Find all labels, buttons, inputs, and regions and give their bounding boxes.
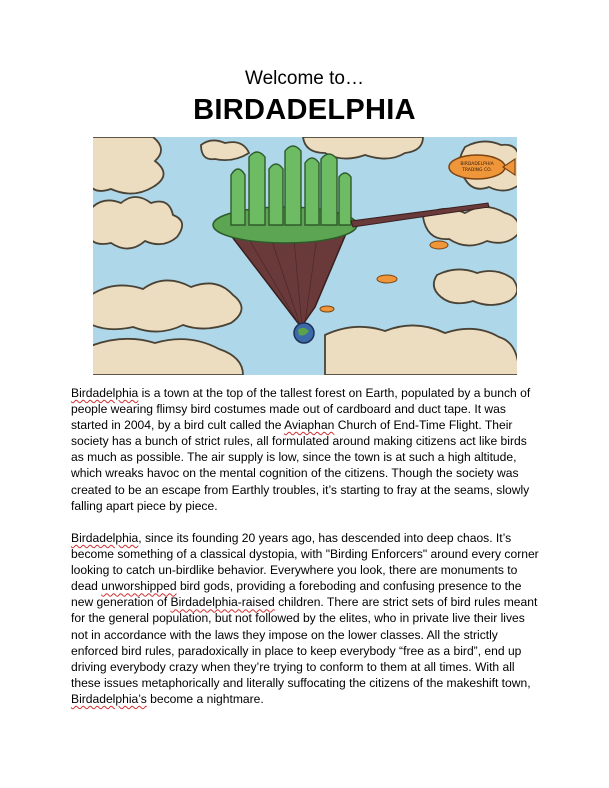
misspelled-word: Birdadelphia <box>71 531 139 545</box>
paragraph-2 <box>71 530 539 707</box>
misspelled-word: Aviaphan <box>284 418 335 433</box>
text-segment: , since its founding 20 years ago, has descended into deep chaos. It’s become something of a classical dystopia, with "Birding Enforcers" around every corner looking to catch un-birdlike behavior. Everywhere you look, there are monuments to dead <box>71 531 539 594</box>
svg-text:BIRDADELPHIA: BIRDADELPHIA <box>460 162 494 167</box>
text-segment: children. There are strict sets of bird rules meant for the general population, but not followed by the elites, who in private live their lives not in accordance with the laws they impose on the lower classes. All the strictly enforced bird rules, paradoxically in place to keep everybody “free as a bird”, end up driving everybody crazy when they’re trying to conform to them at all times. With all these issues metaphorically and literally suffocating the citizens of the makeshift town, <box>71 595 538 690</box>
misspelled-word: Birdadelphia’s <box>71 691 147 706</box>
svg-text:TRADING CO.: TRADING CO. <box>462 168 492 173</box>
text-segment: Church of End-Time Flight. Their society has a bunch of strict rules, all formulated around making citizens act like birds as much as possible. The air supply is low, since the town is at such a high altitude, which wreaks havoc on the mental cognition of the citizens. Though the society was created to be an escape from Earthly troubles, it’s starting to fray at the seams, slowly falling apart piece by piece. <box>71 418 530 513</box>
misspelled-word: Birdadelphia <box>71 386 139 400</box>
bird-towers <box>231 146 351 225</box>
misspelled-word: unworshipped <box>101 579 177 594</box>
subtitle: Welcome to… <box>245 68 364 89</box>
floating-town-drawing <box>93 137 517 375</box>
illustration <box>93 137 517 375</box>
text-segment: bird gods, providing a foreboding and confusing presence to the new generation of <box>71 579 522 610</box>
paragraph-1 <box>71 385 539 514</box>
page-title: BIRDADELPHIA <box>193 94 416 126</box>
text-segment: become a nightmare. <box>146 691 264 706</box>
misspelled-word: Birdadelphia-raised <box>170 595 275 610</box>
text-segment: is a town at the top of the tallest forest on Earth, populated by a bunch of people wearing flimsy bird costumes made out of cardboard and duct tape. It was started in 2004, by a bird cult called the <box>71 386 531 433</box>
